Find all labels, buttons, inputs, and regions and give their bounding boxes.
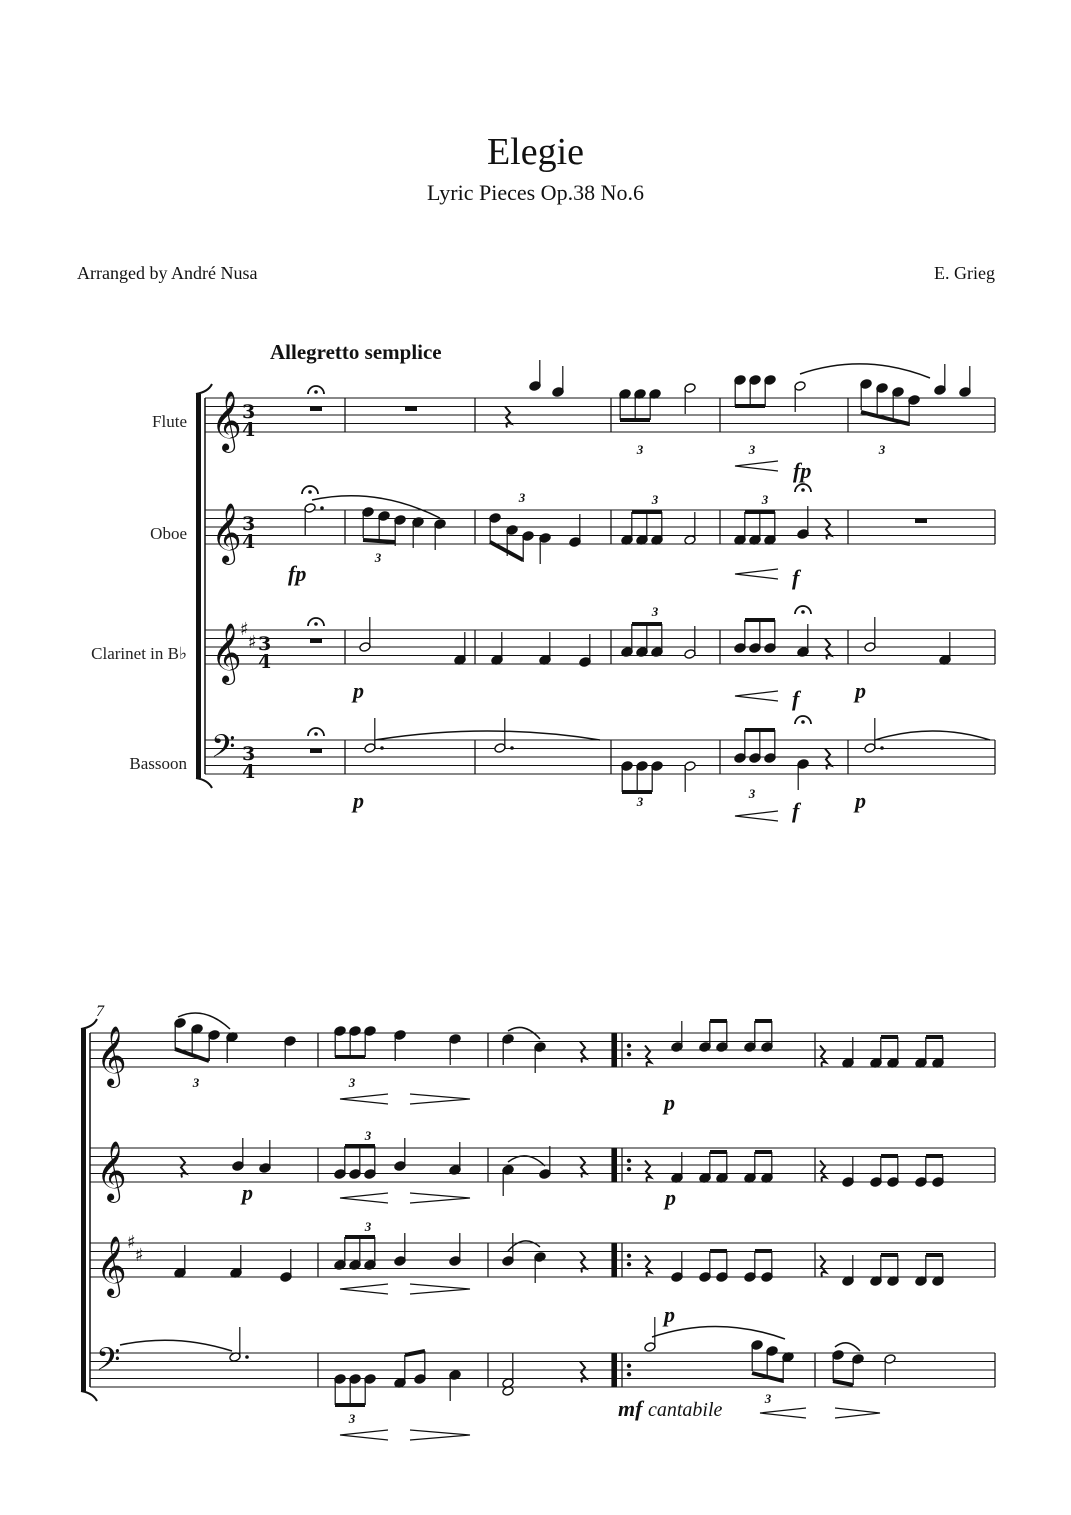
quarter-rest-icon (505, 407, 511, 428)
crescendo-hairpin (760, 1408, 806, 1418)
dynamic-p-clarinet-s2: p (664, 1302, 675, 1327)
repeat-dot (627, 1052, 631, 1056)
system2-bracket-top (81, 1019, 97, 1029)
repeat-dot (627, 1372, 631, 1376)
svg-text:3: 3 (242, 743, 256, 765)
tuplet-number: 3 (748, 786, 756, 801)
treble-clef-icon: 𝄞 (211, 503, 242, 563)
tuplet-number: 3 (364, 1128, 372, 1143)
slur (375, 731, 600, 740)
tuplet-number: 3 (651, 604, 659, 619)
fermata-dot (314, 622, 318, 626)
dot (245, 1355, 249, 1359)
time-signature-clarinet (258, 633, 271, 673)
crescendo-hairpin (735, 569, 778, 579)
svg-text:4: 4 (242, 761, 256, 783)
dynamic-p-bassoon: p (353, 788, 364, 813)
quarter-rest-icon (180, 1157, 186, 1178)
tuplet-number: 3 (348, 1075, 356, 1090)
whole-rest-icon (405, 407, 417, 412)
tuplet-number: 3 (518, 490, 526, 505)
beam (405, 1351, 425, 1355)
key-sharp-icon: ♯ (135, 1244, 144, 1266)
dot (320, 506, 324, 510)
tuplet-number: 3 (636, 794, 644, 809)
beam (861, 412, 909, 424)
decrescendo-hairpin (410, 1094, 470, 1104)
slur (120, 1340, 232, 1351)
dynamic-fp-flute: fp (793, 458, 812, 483)
quarter-rest-icon (580, 1362, 586, 1383)
dynamic-p-oboe-s2: p (665, 1185, 676, 1210)
tuplet-number: 3 (364, 1219, 372, 1234)
dot (380, 746, 384, 750)
svg-text:4: 4 (258, 651, 272, 673)
quarter-rest-icon (820, 1256, 826, 1277)
quarter-rest-icon (645, 1161, 651, 1182)
time-signature-oboe (242, 513, 255, 553)
dynamic-p-bassoon-2: p (855, 788, 866, 813)
repeat-dot (627, 1159, 631, 1163)
system1-bracket (196, 394, 201, 778)
tuplet-number: 3 (748, 442, 756, 457)
tuplet-number: 3 (192, 1075, 200, 1090)
piece-title: Elegie (486, 131, 585, 173)
time-signature-bassoon (242, 743, 255, 783)
beam (363, 540, 395, 542)
dynamic-f-bassoon: f (792, 798, 800, 823)
bass-clef-icon: 𝄢 (211, 727, 236, 772)
instrument-label-flute: Flute (152, 412, 187, 431)
repeat-dot (627, 1044, 631, 1048)
dot (880, 746, 884, 750)
slur (875, 731, 990, 740)
decrescendo-hairpin (410, 1430, 470, 1440)
fermata-dot (801, 488, 805, 492)
arranger-credit: Arranged by André Nusa (77, 263, 258, 283)
whole-rest-icon (915, 519, 927, 524)
slur (800, 364, 930, 378)
quarter-rest-icon (580, 1042, 586, 1063)
instrument-label-bassoon: Bassoon (129, 754, 187, 773)
crescendo-hairpin (340, 1193, 388, 1203)
quarter-rest-icon (825, 519, 831, 540)
crescendo-hairpin (735, 691, 778, 701)
quarter-rest-icon (825, 639, 831, 660)
dynamic-p-oboe-s2b: p (242, 1180, 253, 1205)
whole-rest-icon (310, 407, 322, 412)
slur (835, 1343, 860, 1351)
treble-clef-icon: 𝄞 (211, 623, 242, 683)
svg-text:4: 4 (242, 531, 256, 553)
quarter-rest-icon (580, 1252, 586, 1273)
quarter-rest-icon (645, 1046, 651, 1067)
decrescendo-hairpin (410, 1284, 470, 1294)
dot (510, 746, 514, 750)
repeat-dot (627, 1262, 631, 1266)
crescendo-hairpin (340, 1284, 388, 1294)
repeat-dot (627, 1254, 631, 1258)
whole-rest-icon (310, 639, 322, 644)
crescendo-hairpin (340, 1430, 388, 1440)
system2-bracket-bottom (81, 1391, 97, 1401)
treble-clef-icon: 𝄞 (211, 391, 242, 451)
crescendo-hairpin (735, 461, 778, 471)
decrescendo-hairpin (410, 1193, 470, 1203)
svg-text:3: 3 (242, 513, 256, 535)
crescendo-hairpin (735, 811, 778, 821)
quarter-rest-icon (580, 1157, 586, 1178)
repeat-thick (612, 1243, 617, 1277)
tuplet-number: 3 (764, 1391, 772, 1406)
dynamic-p-clarinet: p (353, 678, 364, 703)
quarter-rest-icon (645, 1256, 651, 1277)
slur (508, 1156, 545, 1166)
repeat-thick (612, 1353, 617, 1387)
dynamic-p-clarinet-2: p (855, 678, 866, 703)
bass-clef-icon: 𝄢 (96, 1340, 121, 1385)
key-sharp-icon: ♯ (240, 619, 249, 640)
dynamic-mf-bassoon-s2: mf (618, 1396, 643, 1421)
svg-text:3: 3 (242, 401, 256, 423)
dynamic-f-clarinet: f (792, 686, 800, 711)
fermata-dot (314, 732, 318, 736)
key-sharp-icon: ♯ (127, 1232, 136, 1253)
dynamic-p-flute-s2: p (664, 1090, 675, 1115)
beam (833, 1381, 853, 1385)
slur (312, 496, 440, 518)
measure-number: 7 (96, 1003, 104, 1020)
instrument-label-oboe: Oboe (150, 524, 187, 543)
beam (490, 542, 523, 560)
system1-bracket-bottom (196, 778, 212, 788)
expression-cantabile: cantabile (648, 1399, 723, 1421)
quarter-rest-icon (820, 1161, 826, 1182)
svg-text:4: 4 (242, 419, 256, 441)
key-sharp-icon: ♯ (248, 631, 257, 653)
tuplet-number: 3 (636, 442, 644, 457)
time-signature-flute (242, 401, 255, 441)
fermata-dot (314, 390, 318, 394)
repeat-dot (627, 1364, 631, 1368)
tuplet-number: 3 (348, 1411, 356, 1426)
whole-rest-icon (310, 749, 322, 754)
repeat-dot (627, 1167, 631, 1171)
dynamic-f-oboe: f (792, 565, 800, 590)
fermata-dot (308, 490, 312, 494)
crescendo-hairpin (340, 1094, 388, 1104)
tuplet-number: 3 (761, 492, 769, 507)
fermata-dot (801, 720, 805, 724)
quarter-rest-icon (820, 1046, 826, 1067)
tempo-marking: Allegretto semplice (270, 340, 442, 364)
fermata-dot (801, 610, 805, 614)
system1-bracket-top (196, 384, 212, 394)
decrescendo-hairpin (835, 1408, 880, 1418)
repeat-thick (612, 1033, 617, 1067)
dynamic-fp-oboe: fp (288, 561, 307, 586)
system2-bracket (81, 1029, 86, 1391)
composer-credit: E. Grieg (934, 263, 995, 283)
quarter-rest-icon (825, 749, 831, 770)
slur (178, 1013, 230, 1029)
tuplet-number: 3 (651, 492, 659, 507)
tuplet-number: 3 (878, 442, 886, 457)
treble-clef-icon: 𝄞 (96, 1236, 127, 1296)
tuplet-number: 3 (374, 550, 382, 565)
instrument-label-clarinet: Clarinet in B♭ (91, 644, 187, 663)
treble-clef-icon: 𝄞 (96, 1141, 127, 1201)
piece-subtitle: Lyric Pieces Op.38 No.6 (427, 180, 644, 205)
treble-clef-icon: 𝄞 (96, 1026, 127, 1086)
repeat-thick (612, 1148, 617, 1182)
svg-text:3: 3 (258, 633, 272, 655)
slur (652, 1326, 785, 1339)
